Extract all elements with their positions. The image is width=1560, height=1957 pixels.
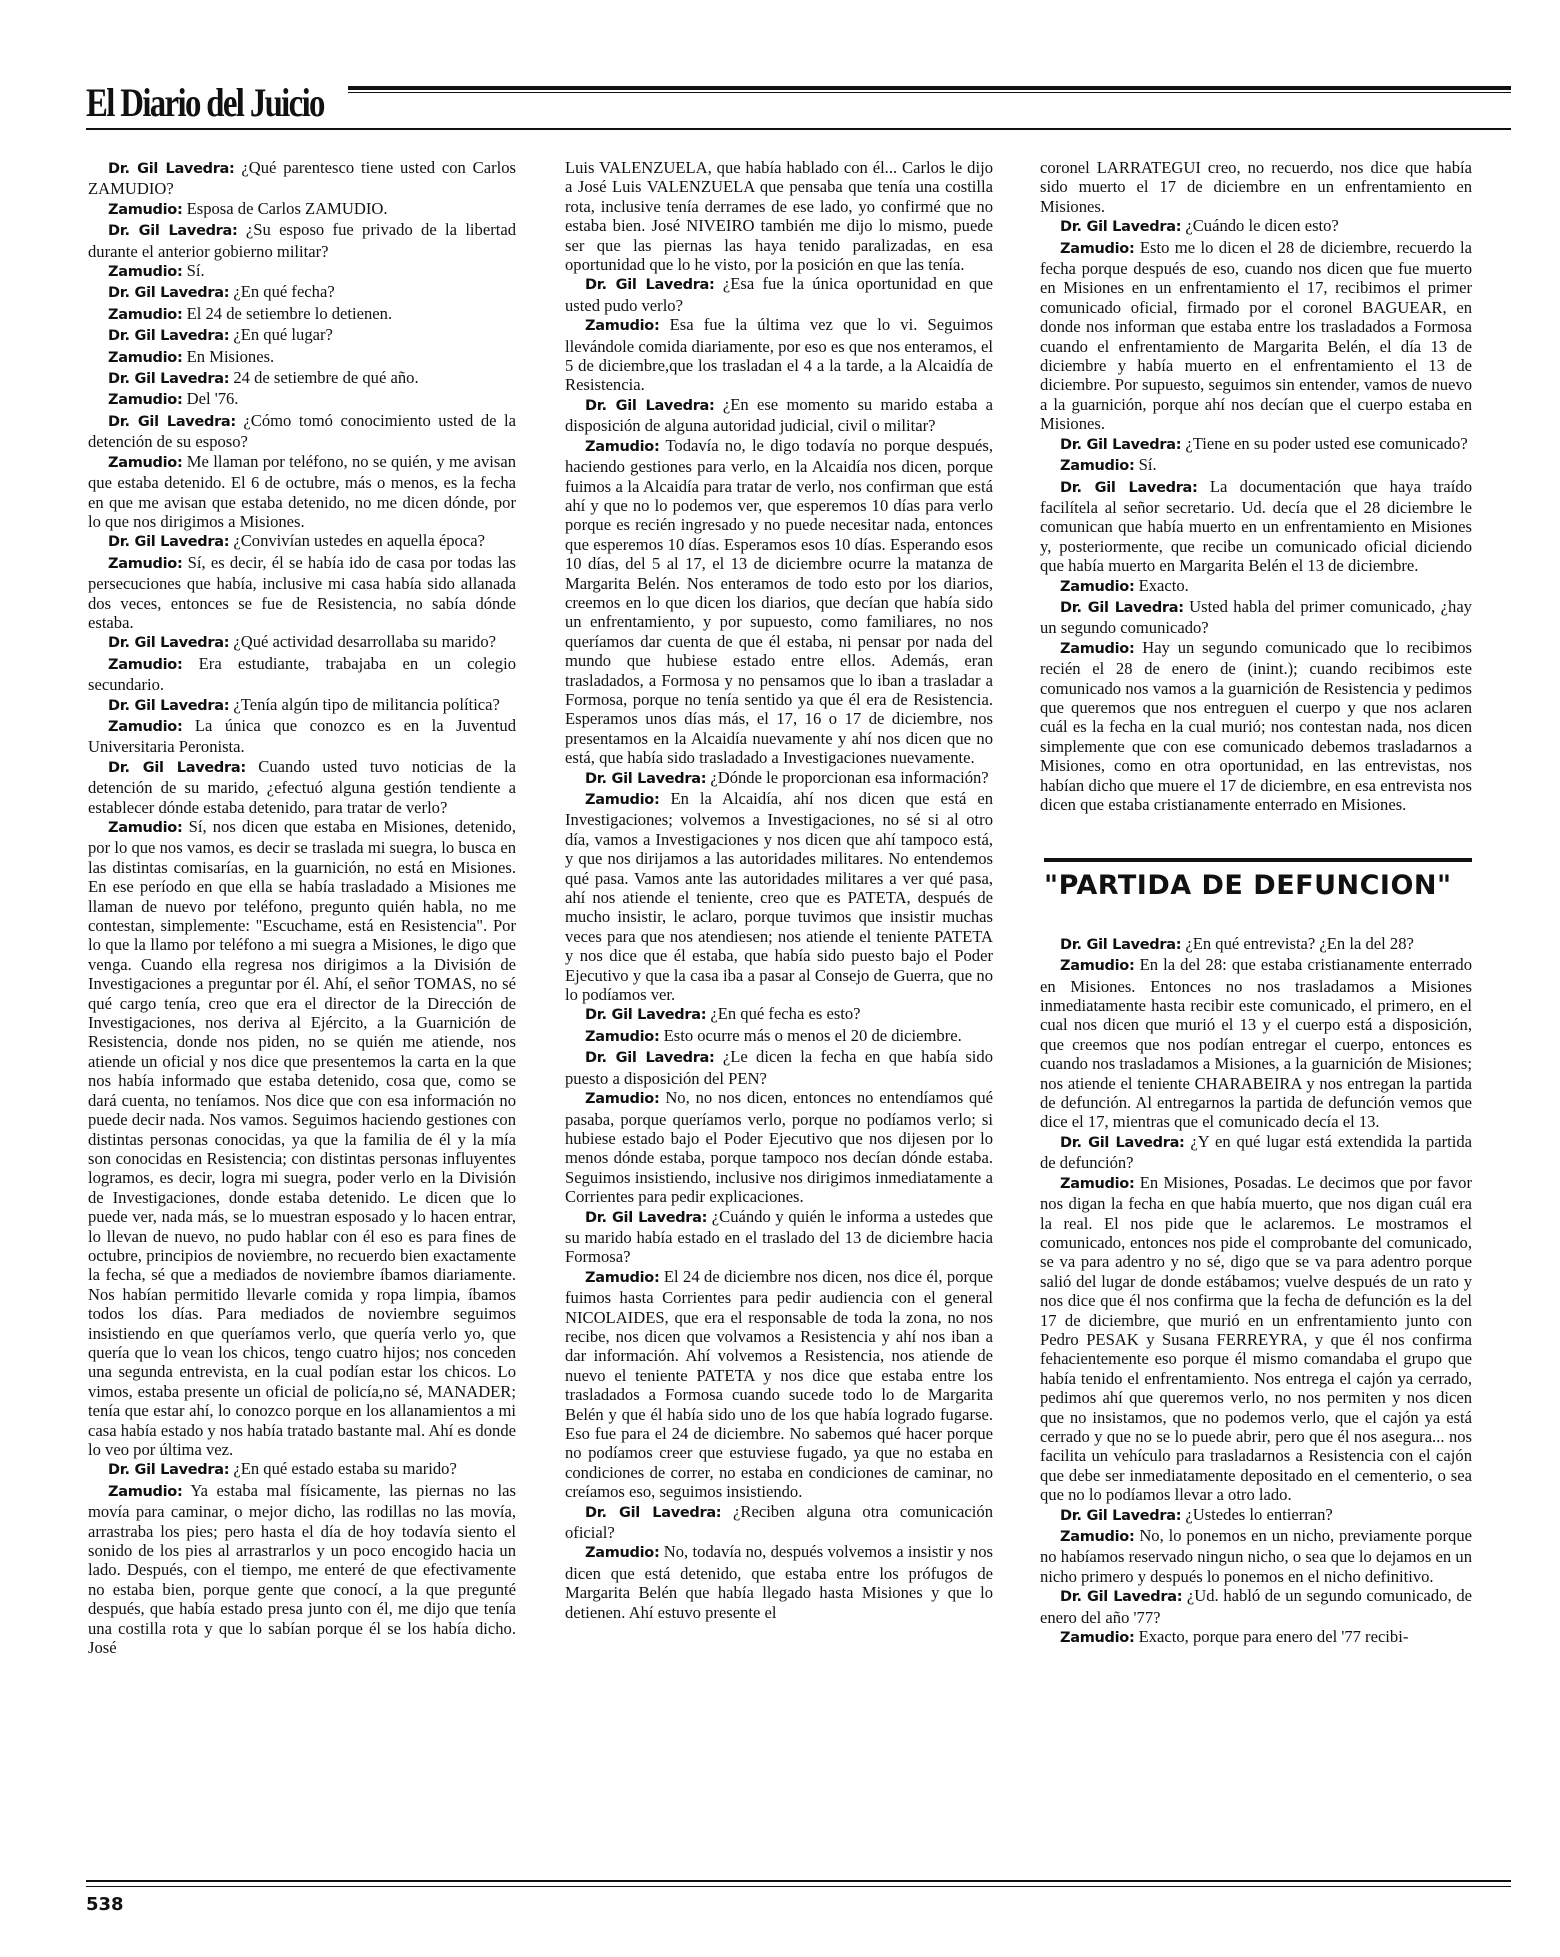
transcript-paragraph [88, 695, 516, 716]
transcript-paragraph [88, 632, 516, 653]
transcript-paragraph [88, 654, 516, 695]
transcript-paragraph [88, 282, 516, 303]
speaker-label: Zamudio: [585, 1091, 660, 1108]
transcript-paragraph [565, 1088, 993, 1206]
transcript-paragraph [565, 789, 993, 1004]
speaker-label: Zamudio: [1060, 578, 1135, 595]
transcript-text: ¿Cuándo y quién le informa a ustedes que su marido había estado en el traslado del 13 de diciembre hacia Formosa? [565, 1206, 993, 1267]
speaker-label: Dr. Gil Lavedra: [1060, 479, 1198, 496]
speaker-label: Dr. Gil Lavedra: [108, 534, 230, 551]
transcript-text: ¿Dónde le proporcionan esa información? [710, 767, 989, 787]
transcript-paragraph [565, 768, 993, 789]
transcript-paragraph [1040, 216, 1472, 237]
transcript-paragraph [565, 1267, 993, 1502]
transcript-text: Exacto. [1138, 575, 1189, 595]
transcript-paragraph [565, 274, 993, 315]
transcript-paragraph [1040, 477, 1472, 576]
transcript-paragraph [88, 158, 516, 199]
speaker-label: Dr. Gil Lavedra: [585, 1209, 708, 1226]
transcript-text: Sí, es decir, él se había ido de casa por todas las persecuciones que había, inclusive mi casa había sido allanada dos veces, entonces se fue de Resistencia, no sabía dónde estaba. [88, 552, 516, 632]
transcript-paragraph [88, 531, 516, 552]
transcript-text: La documentación que haya traído facilítela al señor secretario. Ud. decía que el 28 diciembre le comunican que había muerto en un enfrentamiento en Misiones y, posteriormente, que recibe un comunicado oficial diciendo que había muerto en Margarita Belén el 13 de diciembre. [1040, 476, 1472, 576]
speaker-label: Dr. Gil Lavedra: [585, 277, 715, 294]
speaker-label: Zamudio: [108, 201, 183, 218]
transcript-paragraph [1040, 238, 1472, 434]
transcript-paragraph [1040, 1132, 1472, 1173]
transcript-text: ¿Tenía algún tipo de militancia política? [233, 694, 500, 714]
text-column-3 [1040, 158, 1472, 1846]
transcript-paragraph [565, 1004, 993, 1025]
speaker-label: Zamudio: [585, 438, 660, 455]
transcript-paragraph [88, 1459, 516, 1480]
transcript-text: En Misiones, Posadas. Le decimos que por favor nos digan la fecha en que había muerto, que nos digan cuál era la real. El nos pide que le aclaremos. Le mostramos el comunicado, entonces nos pide el comprobante del comunicado, se va para adentro y no sé, digo que se va para adentro porque salió del lugar de donde estábamos; vuelve después de un rato y nos dice que él nos confirma que la fecha de defunción es la del 17 de diciembre, que murió en un enfrentamiento junto con Pedro PESAK y Susana FERREYRA, y que él nos confirma fehacientemente eso porque él mismo comandaba el grupo que había tenido el enfrentamiento. Nos entrega el cajón ya cerrado, pedimos ahí que queremos verlo, no nos permiten y nos dicen que no insistamos, que no podemos verlo, que el cajón ya está cerrado y que no se lo puede abrir, pero que él nos asegura... nos facilita un vehículo para trasladarnos a Resistencia con el cajón que debe ser inmediatamente depositado en el cementerio, o sea que no lo podíamos llevar a otro lado. [1040, 1172, 1472, 1505]
transcript-text: ¿En qué estado estaba su marido? [233, 1459, 457, 1479]
text-column-2 [565, 158, 993, 1846]
speaker-label: Dr. Gil Lavedra: [1060, 219, 1182, 236]
transcript-text: En Misiones. [186, 346, 275, 366]
transcript-text: Usted habla del primer comunicado, ¿hay un segundo comunicado? [1040, 596, 1472, 638]
speaker-label: Dr. Gil Lavedra: [585, 397, 715, 414]
transcript-paragraph [88, 1481, 516, 1658]
speaker-label: Dr. Gil Lavedra: [108, 759, 246, 776]
transcript-paragraph [88, 389, 516, 410]
footer-rule [86, 1880, 1511, 1882]
speaker-label: Zamudio: [108, 656, 183, 673]
speaker-label: Dr. Gil Lavedra: [1060, 436, 1182, 453]
speaker-label: Dr. Gil Lavedra: [108, 1462, 230, 1479]
speaker-label: Zamudio: [108, 349, 183, 366]
section-heading [1044, 858, 1472, 902]
transcript-text: El 24 de setiembre lo detienen. [186, 303, 393, 323]
transcript-paragraph [88, 325, 516, 346]
footer-rule-thin [86, 1886, 1511, 1887]
transcript-text: ¿Cómo tomó conocimiento usted de la detención de su esposo? [88, 410, 516, 452]
speaker-label: Dr. Gil Lavedra: [108, 413, 236, 430]
transcript-paragraph [1040, 455, 1472, 476]
transcript-paragraph [565, 395, 993, 436]
transcript-text: Sí. [1138, 455, 1157, 475]
masthead-rule-thin [348, 92, 1511, 93]
transcript-paragraph [88, 347, 516, 368]
speaker-label: Dr. Gil Lavedra: [1060, 936, 1182, 953]
transcript-paragraph [1040, 638, 1472, 815]
transcript-paragraph [88, 199, 516, 220]
transcript-paragraph [88, 411, 516, 452]
transcript-paragraph [565, 1047, 993, 1088]
text-column-1 [88, 158, 516, 1846]
transcript-paragraph [565, 158, 993, 274]
speaker-label: Zamudio: [585, 1269, 660, 1286]
speaker-label: Zamudio: [108, 392, 183, 409]
transcript-paragraph [1040, 1526, 1472, 1586]
speaker-label: Zamudio: [585, 1028, 660, 1045]
transcript-paragraph [88, 261, 516, 282]
transcript-paragraph [1040, 1505, 1472, 1526]
speaker-label: Dr. Gil Lavedra: [585, 1050, 715, 1067]
transcript-text: ¿Qué actividad desarrollaba su marido? [233, 632, 496, 652]
speaker-label: Dr. Gil Lavedra: [585, 1007, 707, 1024]
transcript-text: No, todavía no, después volvemos a insistir y nos dicen que está detenido, que estaba entre los prófugos de Margarita Belén que había llegado hasta Misiones y que lo detienen. Ahí estuvo presente el [565, 1542, 993, 1622]
speaker-label: Dr. Gil Lavedra: [108, 697, 230, 714]
transcript-paragraph [1040, 955, 1472, 1132]
transcript-paragraph [88, 220, 516, 261]
speaker-label: Dr. Gil Lavedra: [1060, 1134, 1185, 1151]
transcript-text: Esto ocurre más o menos el 20 de diciembre. [663, 1025, 962, 1045]
transcript-text: Cuando usted tuvo noticias de la detención de su marido, ¿efectuó alguna gestión tendiente a establecer dónde estaba detenido, para tratar de verlo? [88, 756, 516, 817]
transcript-paragraph [1040, 1173, 1472, 1505]
speaker-label: Zamudio: [1060, 240, 1135, 257]
transcript-text: Exacto, porque para enero del '77 recibi- [1138, 1627, 1409, 1647]
transcript-text: Hay un segundo comunicado que lo recibimos recién el 28 de enero de (inint.); cuando recibimos este comunicado nos vamos a la guarnición de Resistencia y pedimos que queremos que nos entreguen el cuerpo y que nos aclaren cuál es la fecha en la cual murió; nos contestan nada, nos dicen simplemente que con ese comunicado debemos trasladarnos a Misiones, como en otra oportunidad, en las entrevistas, nos habían dicho que muere el 17 de diciembre, en esa entrevista nos dicen que estaba cristianamente enterrado en Misiones. [1040, 637, 1472, 814]
transcript-paragraph [1040, 434, 1472, 455]
transcript-text: 24 de setiembre de qué año. [233, 368, 419, 388]
transcript-text: ¿En qué entrevista? ¿En la del 28? [1185, 933, 1414, 953]
speaker-label: Dr. Gil Lavedra: [1060, 1507, 1182, 1524]
speaker-label: Zamudio: [108, 306, 183, 323]
transcript-paragraph [565, 1542, 993, 1622]
transcript-text: ¿En qué lugar? [233, 325, 333, 345]
speaker-label: Zamudio: [1060, 640, 1135, 657]
transcript-text: ¿Ustedes lo entierran? [1185, 1504, 1333, 1524]
transcript-text: Sí. [186, 261, 205, 281]
transcript-paragraph [88, 368, 516, 389]
transcript-text: ¿Y en qué lugar está extendida la partida de defunción? [1040, 1131, 1472, 1173]
speaker-label: Dr. Gil Lavedra: [108, 328, 230, 345]
transcript-text: Sí, nos dicen que estaba en Misiones, detenido, por lo que nos vamos, es decir se traslada mi suegra, lo busca en las distintas comisarías, en la guarnición, no está en Misiones. En ese período en que ella se había trasladado a Misiones me llaman de nuevo por teléfono, pregunto quién habla, no me contestan, simplemente: "Escuchame, está en Resistencia". Por lo que la llamo por teléfono a mi suegra a Misiones, le digo que venga. Cuando ella regresa nos dirigimos a la División de Investigaciones a preguntar por él. Ahí, el señor TOMAS, no sé qué cargo tenía, creo que era el director de la Dirección de Investigaciones, nos deriva al Ejército, a la Guarnición de Resistencia, donde nos piden, no se quién me atiende, nos atiende un oficial y nos dice que presentemos la carta en la que nos había informado que estaba detenido, cosa que, como se dará cuenta, no teníamos. Nos dice que con esa información no puede decir nada. Nos vamos. Seguimos haciendo gestiones con distintas personas conocidas, ya que la familia de él y la mía son conocidas en Resistencia; con distintas personas influyentes logramos, es decir, logra mi suegra, poder verlo en la División de Investigaciones, donde estaba detenido. Le dicen que lo puede ver, nada más, se lo muestran esposado y lo hacen entrar, lo llevan de nuevo, no pudo hablar con él eso es para fines de octubre, principios de noviembre, no recuerdo bien exactamente la fecha, sé que a mediados de noviembre íbamos diariamente. Nos habían permitido llevarle comida y ropa limpia, íbamos todos los días. Para mediados de noviembre seguimos insistiendo en que queríamos verlo, que quería verlo yo, que quería que lo vean los chicos, tengo cuatro hijos; nos conceden una segunda entrevista, en la cual podían estar los chicos. Lo vimos, estaba presente un oficial de policía,no sé, MANADER; tenía que estar ahí, lo conozco porque en los allanamientos a mi casa había estado y nos había tratado bastante mal. Ahí es donde lo veo por última vez. [88, 817, 516, 1459]
speaker-label: Dr. Gil Lavedra: [108, 371, 230, 388]
speaker-label: Dr. Gil Lavedra: [585, 770, 707, 787]
transcript-text: ¿Ud. habló de un segundo comunicado, de enero del año '77? [1040, 1586, 1472, 1627]
transcript-paragraph [88, 553, 516, 633]
transcript-paragraph [1040, 158, 1472, 216]
speaker-label: Dr. Gil Lavedra: [108, 223, 238, 240]
transcript-paragraph [1040, 1586, 1472, 1627]
speaker-label: Zamudio: [585, 792, 660, 808]
transcript-text: Esposa de Carlos ZAMUDIO. [186, 198, 388, 218]
transcript-text: No, no nos dicen, entonces no entendíamos qué pasaba, porque queríamos verlo, porque no podíamos verlo; si hubiese estado bajo el Poder Ejecutivo que nos dijesen por lo menos dónde estaba, porque tampoco nos decían dónde estaba. Seguimos insistiendo, inclusive nos dirigimos inmediatamente a Corrientes para pedir explicaciones. [565, 1088, 993, 1207]
masthead-rule-bottom [86, 128, 1511, 130]
transcript-paragraph [565, 315, 993, 395]
transcript-text: ¿En ese momento su marido estaba a disposición de alguna autoridad judicial, civil o militar? [565, 394, 993, 436]
transcript-text: ¿Qué parentesco tiene usted con Carlos ZAMUDIO? [88, 158, 516, 199]
speaker-label: Zamudio: [585, 1545, 660, 1562]
transcript-paragraph [1040, 1627, 1472, 1648]
transcript-paragraph [565, 436, 993, 768]
speaker-label: Zamudio: [1060, 958, 1135, 975]
masthead-title: El Diario del Juicio [86, 80, 324, 125]
speaker-label: Zamudio: [1060, 1630, 1135, 1647]
masthead-rule [348, 86, 1511, 90]
transcript-paragraph [88, 817, 516, 1459]
transcript-text: Me llaman por teléfono, no se quién, y me avisan que estaba detenido. El 6 de octubre, más o menos, es la fecha en que me avisan que estaba detenido, no me dicen dónde, por lo que nos dirigimos a Misiones. [88, 451, 516, 531]
speaker-label: Zamudio: [1060, 1175, 1135, 1192]
section-heading-text: "PARTIDA DE DEFUNCION" [1044, 870, 1452, 902]
transcript-paragraph [88, 757, 516, 817]
transcript-text: En la Alcaidía, ahí nos dicen que está en Investigaciones; volvemos a Investigaciones, no sé si al otro día, vamos a Investigaciones y nos dicen que ahí tampoco está, y que nos dirijamos a las autoridades militares. No entendemos qué pasa. Vamos ante las autoridades militares a ver qué pasa, ahí nos atiende el teniente, creo que es PATETA, después de mucho insistir, le aclaro, porque tuvimos que insistir muchas veces para que nos atendiesen; nos atiende el teniente PATETA y nos dice que él estaba, que había sido puesto bajo el Poder Ejecutivo y que la casa iba a pasar al Consejo de Guerra, que no lo podíamos ver. [565, 789, 993, 1005]
transcript-text: Todavía no, le digo todavía no porque después, haciendo gestiones para verlo, en la Alcaidía nos dicen, porque fuimos a la Alcaidía para tratar de verlo, nos confirman que está ahí y que no lo podemos ver, que esperemos 10 días para verlo porque es recién ingresado y no puede necesitar nada, entonces que esperemos 10 días. Esperamos esos 10 días. Esperando esos 10 días, del 5 al 17, el 13 de diciembre ocurre la matanza de Margarita Belén. Nos enteramos de todo esto por los diarios, creemos en lo que dicen los diarios, que decían que había sido un enfrentamiento, y por supuesto, como familiares, no nos queríamos dar cuenta de que él estaba, ni pensar por nada del mundo que hubiese estado entre ellos. Además, eran trasladados, a Formosa y no pensamos que lo iban a trasladar a Formosa, porque no tenía sentido ya que él era de Resistencia. Esperamos unos días más, el 17, 16 o 17 de diciembre, nos presentamos en la Alcaidía nuevamente y ahí nos dicen que no está, que había sido trasladado a Investigaciones nuevamente. [565, 435, 993, 768]
transcript-text: No, lo ponemos en un nicho, previamente porque no habíamos reservado ningun nicho, o sea que lo dejamos en un nicho primero y después lo ponemos en el nicho definitivo. [1040, 1526, 1472, 1586]
transcript-text: ¿En qué fecha? [233, 282, 335, 302]
transcript-paragraph [88, 452, 516, 532]
transcript-text: ¿Su esposo fue privado de la libertad durante el anterior gobierno militar? [88, 220, 516, 261]
transcript-text: La única que conozco es en la Juventud Universitaria Peronista. [88, 715, 516, 757]
transcript-text: ¿Convivían ustedes en aquella época? [233, 531, 485, 551]
speaker-label: Zamudio: [1060, 458, 1135, 475]
transcript-text: Esa fue la última vez que lo vi. Seguimos llevándole comida diariamente, por eso es que nos enteramos, el 5 de diciembre,que los trasladan el 4 a la tarde, a la Alcaidía de Resistencia. [565, 315, 993, 395]
speaker-label: Dr. Gil Lavedra: [108, 635, 230, 652]
transcript-text: Luis VALENZUELA, que había hablado con él... Carlos le dijo a José Luis VALENZUELA que pensaba que tenía una costilla rota, inclusive tenía derrames de ese lado, yo confirmé que no estaba bien. José NIVEIRO también me dijo lo mismo, puede ser que las piernas las haya tenido paralizadas, en esa oportunidad que lo he visto, por la posición en que las tenía. [565, 158, 993, 275]
transcript-paragraph [1040, 597, 1472, 638]
transcript-text: Era estudiante, trabajaba en un colegio secundario. [88, 653, 516, 695]
speaker-label: Zamudio: [108, 555, 183, 572]
transcript-paragraph [1040, 934, 1472, 955]
transcript-paragraph [565, 1207, 993, 1267]
transcript-text: Esto me lo dicen el 28 de diciembre, recuerdo la fecha porque después de eso, cuando nos dicen que fue muerto en Misiones en un enfrentamiento el 17, recibimos el primer comunicado oficial, firmado por el coronel BAGUEAR, en donde nos informan que estaba entre los trasladados a Formosa cuando el enfrentamiento de Margarita Belén, el día 13 de diciembre y había muerto en el enfrentamiento el 13 de diciembre. Por supuesto, seguimos sin entender, vamos de nuevo a la guarnición, porque ahí nos decían que el cuerpo estaba en Misiones. [1040, 237, 1472, 434]
transcript-text: Del '76. [186, 389, 239, 409]
transcript-text: El 24 de diciembre nos dicen, nos dice él, porque fuimos hasta Corrientes para pedir audiencia con el general NICOLAIDES, que era el responsable de toda la zona, no nos recibe, nos dicen que volvamos a Resistencia y ahí nos iban a dar información. Ahí volvemos a Resistencia, nos atiende de nuevo el teniente PATETA y nos dice que estaba entre los trasladados a Formosa cuando sucede todo lo de Margarita Belén y que él había sido uno de los que había logrado fugarse. Eso fue para el 24 de diciembre. No sabemos qué hacer porque no podíamos creer que estuviese fugado, ya que no estaba en condiciones de correr, no estaba en condiciones de caminar, no creíamos eso, seguimos insistiendo. [565, 1266, 993, 1502]
transcript-text: coronel LARRATEGUI creo, no recuerdo, nos dice que había sido muerto el 17 de diciembre en un enfrentamiento en Misiones. [1040, 158, 1472, 216]
speaker-label: Dr. Gil Lavedra: [108, 285, 230, 302]
transcript-paragraph [88, 304, 516, 325]
speaker-label: Dr. Gil Lavedra: [1060, 1589, 1183, 1606]
speaker-label: Dr. Gil Lavedra: [585, 1504, 722, 1521]
speaker-label: Zamudio: [108, 1483, 183, 1500]
speaker-label: Zamudio: [108, 718, 183, 735]
transcript-text: ¿Reciben alguna otra comunicación oficial? [565, 1501, 993, 1543]
transcript-paragraph [88, 716, 516, 757]
transcript-text: Ya estaba mal físicamente, las piernas no las movía para caminar, o mejor dicho, las rodillas no las movía, arrastraba los pies; pero hasta el día de hoy todavía siento el sonido de los pies al arrastrarlos y un poco encogido hacia un lado. Después, con el tiempo, me enteré de que efectivamente no estaba bien, porque gente que conocí, a la que pregunté después, que había estado presa junto con él, me dijo que tenía una costilla rota y que lo sabían porque él se los había dicho. José [88, 1480, 516, 1658]
transcript-paragraph [565, 1502, 993, 1543]
transcript-text: ¿Cuándo le dicen esto? [1185, 216, 1339, 236]
transcript-paragraph [565, 1026, 993, 1047]
speaker-label: Dr. Gil Lavedra: [1060, 599, 1184, 616]
speaker-label: Zamudio: [108, 454, 183, 471]
transcript-text: ¿Esa fue la única oportunidad en que usted pudo verlo? [565, 274, 993, 315]
transcript-text: En la del 28: que estaba cristianamente enterrado en Misiones. Entonces no nos trasladamos a Misiones inmediatamente hasta recibir este comunicado, el primero, en el cual nos dicen que murió el 13 y el cuerpo está a disposición, que creemos que nos podían entregar el cuerpo, entonces es cuando nos trasladamos a Misiones, a la guarnición de Misiones; nos atiende el teniente CHARABEIRA y nos entregan la partida de defunción. Al entregarnos la partida de defunción vemos que dice el 17, mientras que el comunicado decía el 13. [1040, 955, 1472, 1132]
transcript-text: ¿Tiene en su poder usted ese comunicado? [1185, 433, 1468, 453]
speaker-label: Zamudio: [108, 264, 183, 281]
speaker-label: Zamudio: [585, 318, 660, 335]
speaker-label: Zamudio: [1060, 1529, 1135, 1545]
speaker-label: Zamudio: [108, 820, 183, 836]
masthead [86, 80, 1511, 130]
speaker-label: Dr. Gil Lavedra: [108, 161, 235, 177]
transcript-text: ¿En qué fecha es esto? [710, 1004, 861, 1024]
transcript-paragraph [1040, 576, 1472, 597]
transcript-text: ¿Le dicen la fecha en que había sido puesto a disposición del PEN? [565, 1047, 993, 1088]
page-number: 538 [86, 1894, 124, 1915]
